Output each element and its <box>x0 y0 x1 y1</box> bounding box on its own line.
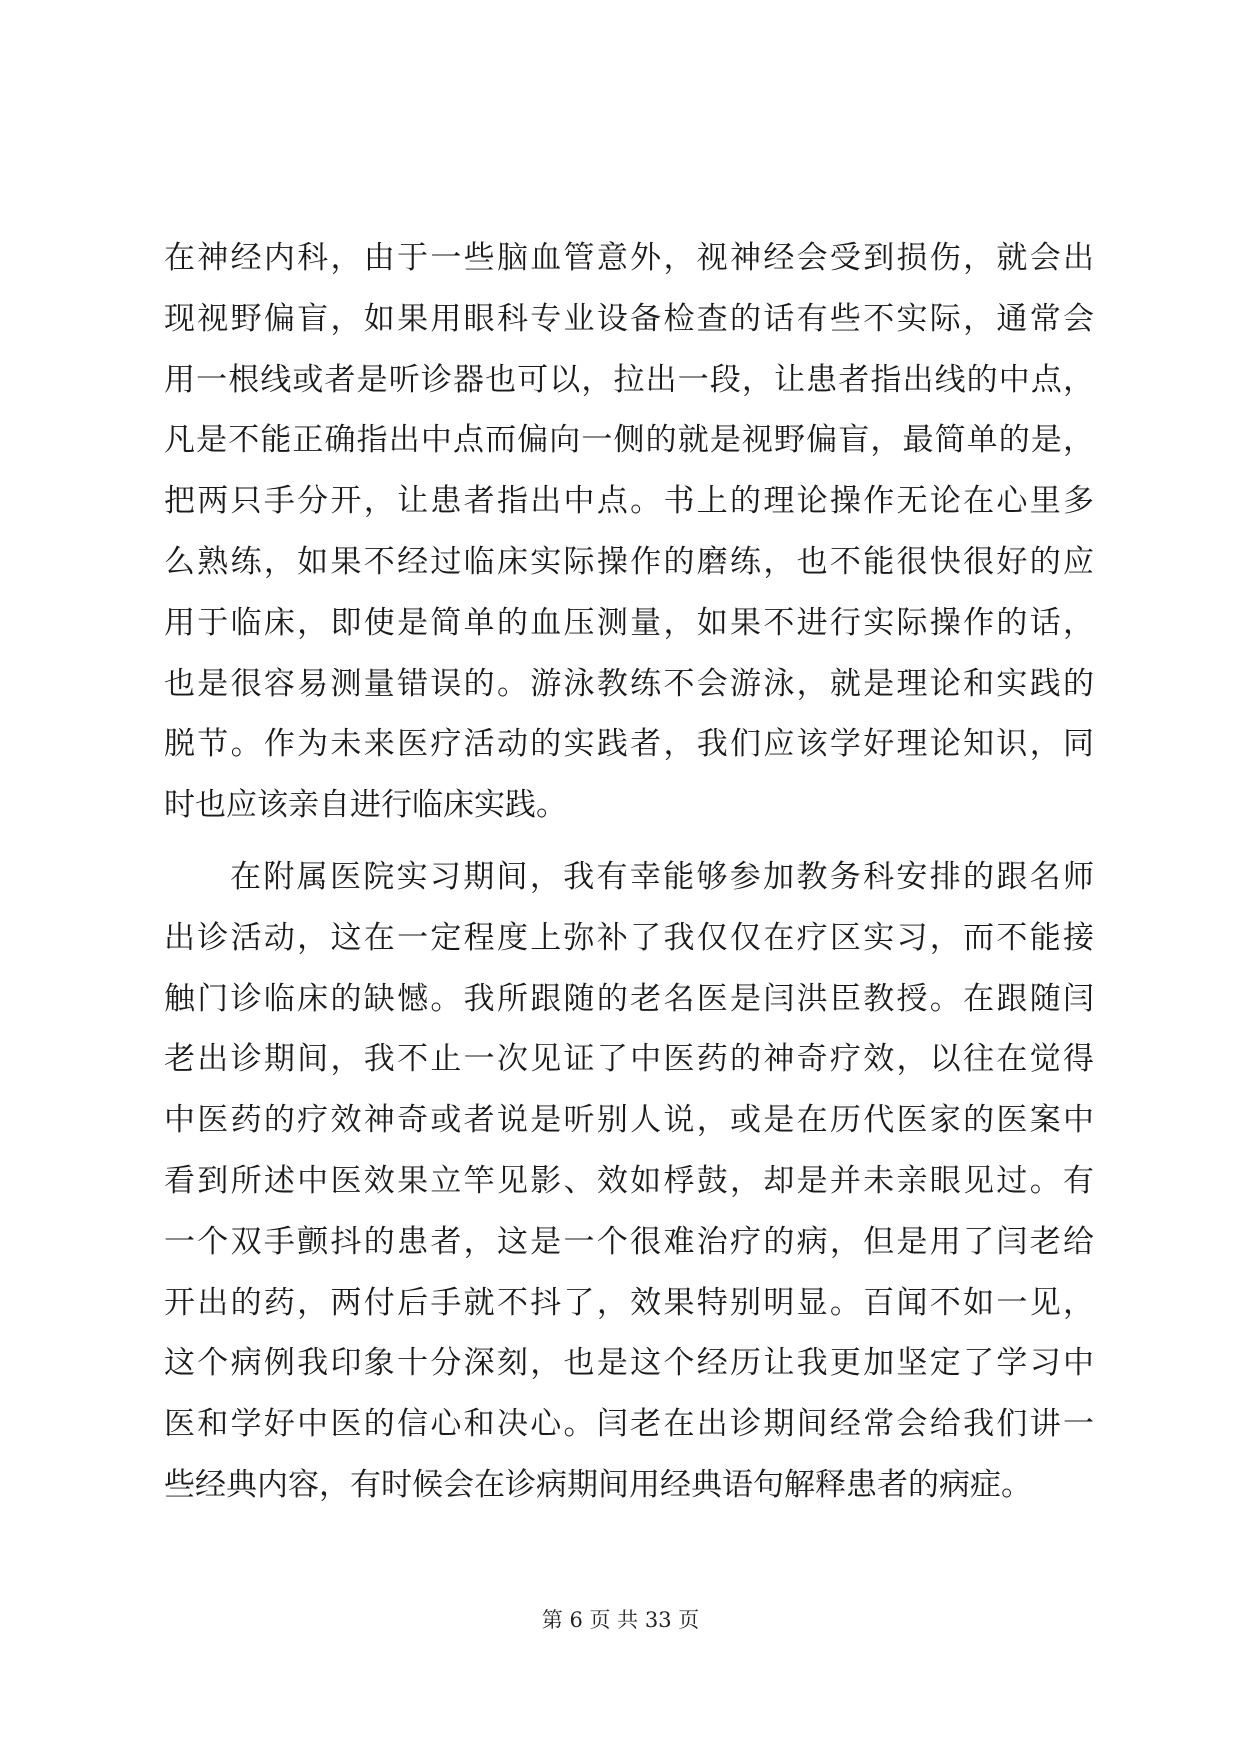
page-number-footer: 第 6 页 共 33 页 <box>541 1608 700 1632</box>
text-line: 中医药的疗效神奇或者说是听别人说，或是在历代医家的医案中 <box>164 1102 1094 1139</box>
text-line: 也是很容易测量错误的。游泳教练不会游泳，就是理论和实践的 <box>164 665 1094 702</box>
text-line: 凡是不能正确指出中点而偏向一侧的就是视野偏盲，最简单的是， <box>164 422 1094 459</box>
text-line: 这个病例我印象十分深刻，也是这个经历让我更加坚定了学习中 <box>164 1345 1094 1382</box>
text-line: 看到所述中医效果立竿见影、效如桴鼓，却是并未亲眼见过。有 <box>164 1162 1094 1199</box>
text-line: 开出的药，两付后手就不抖了，效果特别明显。百闻不如一见， <box>164 1284 1094 1321</box>
text-line: 时也应该亲自进行临床实践。 <box>164 787 567 824</box>
text-line: 一个双手颤抖的患者，这是一个很难治疗的病，但是用了闫老给 <box>164 1223 1094 1260</box>
text-line: 在神经内科，由于一些脑血管意外，视神经会受到损伤，就会出 <box>164 240 1094 276</box>
text-line: 医和学好中医的信心和决心。闫老在出诊期间经常会给我们讲一 <box>164 1406 1094 1443</box>
text-line: 么熟练，如果不经过临床实际操作的磨练，也不能很快很好的应 <box>164 543 1094 580</box>
text-line: 在附属医院实习期间，我有幸能够参加教务科安排的跟名师 <box>230 858 1094 895</box>
text-line: 出诊活动，这在一定程度上弥补了我仅仅在疗区实习，而不能接 <box>164 919 1094 956</box>
text-line: 用于临床，即使是简单的血压测量，如果不进行实际操作的话， <box>164 604 1094 641</box>
paragraph-spacer <box>164 836 1094 847</box>
paragraph-1 <box>164 228 1094 836</box>
text-line: 把两只手分开，让患者指出中点。书上的理论操作无论在心里多 <box>164 483 1094 520</box>
text-line: 现视野偏盲，如果用眼科专业设备检查的话有些不实际，通常会 <box>164 300 1094 337</box>
document-body <box>164 228 1094 1516</box>
text-line: 些经典内容，有时候会在诊病期间用经典语句解释患者的病症。 <box>164 1466 1032 1503</box>
text-line: 触门诊临床的缺憾。我所跟随的老名医是闫洪臣教授。在跟随闫 <box>164 980 1094 1017</box>
text-line: 用一根线或者是听诊器也可以，拉出一段，让患者指出线的中点， <box>164 361 1094 398</box>
text-line: 脱节。作为未来医疗活动的实践者，我们应该学好理论知识，同 <box>164 726 1094 763</box>
text-line: 老出诊期间，我不止一次见证了中医药的神奇疗效，以往在觉得 <box>164 1041 1094 1078</box>
paragraph-2 <box>164 847 1094 1516</box>
